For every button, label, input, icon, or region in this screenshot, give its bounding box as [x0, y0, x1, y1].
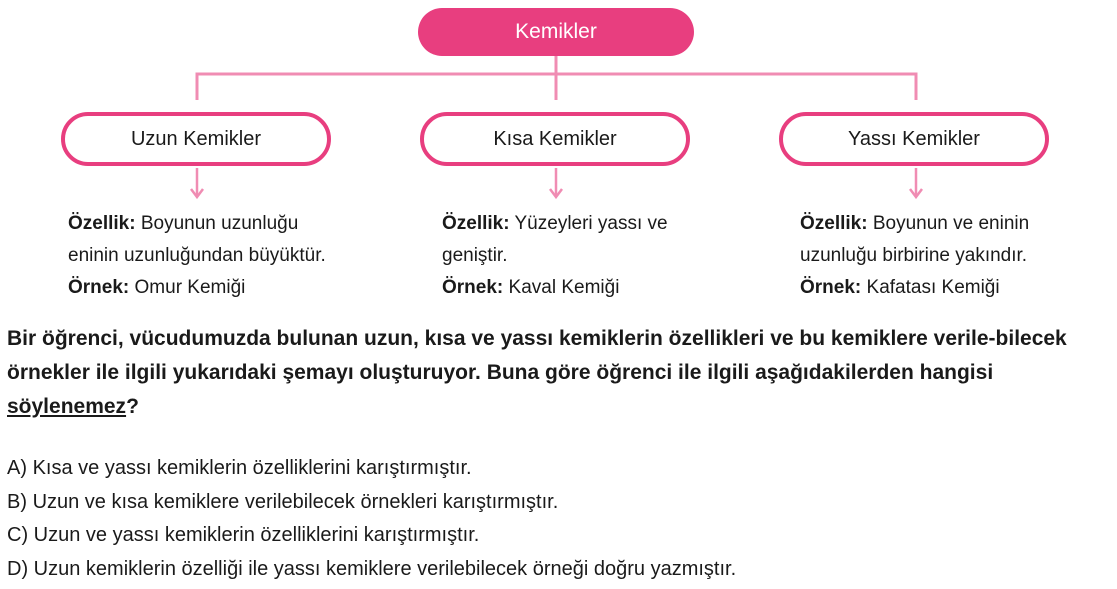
example-label: Örnek:	[442, 277, 504, 298]
example-text: Kaval Kemiği	[503, 277, 620, 298]
feature-label: Özellik:	[800, 213, 868, 234]
question-stem	[7, 322, 1112, 424]
answer-options	[7, 452, 736, 586]
node-label: Yassı Kemikler	[848, 127, 980, 150]
feature-text: Boyunun uzunluğu	[135, 213, 299, 234]
question-mark: ?	[126, 395, 139, 418]
feature-label: Özellik:	[442, 213, 510, 234]
feature-text: Yüzeyleri yassı ve	[509, 213, 668, 234]
question-emphasis: söylenemez	[7, 395, 127, 418]
node-uzun-kemikler	[61, 112, 331, 166]
option-text: Kısa ve yassı kemiklerin özelliklerini karıştırmıştır.	[32, 457, 472, 479]
example-label: Örnek:	[800, 277, 862, 298]
node-label: Kısa Kemikler	[493, 127, 617, 150]
option-a[interactable]	[7, 452, 736, 486]
option-letter: B)	[7, 490, 27, 513]
node-label: Uzun Kemikler	[130, 127, 262, 150]
option-text: Uzun ve yassı kemiklerin özelliklerini karıştırmıştır.	[33, 524, 480, 546]
option-text: Uzun ve kısa kemiklere verilebilecek örnekleri karıştırmıştır.	[32, 490, 559, 513]
option-c[interactable]	[7, 519, 736, 553]
option-d[interactable]	[7, 553, 736, 587]
node-kisa-kemikler	[420, 112, 690, 166]
feature-text-cont: eninin uzunluğundan büyüktür.	[68, 245, 326, 266]
example-label: Örnek:	[68, 277, 130, 298]
feature-text-cont: uzunluğu birbirine yakındır.	[800, 245, 1028, 266]
example-text: Kafatası Kemiği	[861, 277, 1000, 298]
option-letter: D)	[7, 557, 29, 580]
description-kisa	[442, 208, 742, 304]
down-arrows	[191, 168, 922, 197]
root-label: Kemikler	[515, 20, 597, 43]
option-letter: C)	[7, 524, 29, 546]
feature-text: Boyunun ve eninin	[867, 213, 1030, 234]
option-letter: A)	[7, 457, 27, 479]
node-yassi-kemikler	[779, 112, 1049, 166]
description-yassi	[800, 208, 1100, 304]
option-b[interactable]	[7, 486, 736, 520]
root-node-kemikler	[418, 8, 694, 56]
feature-label: Özellik:	[68, 213, 136, 234]
question-text: Bir öğrenci, vücudumuzda bulunan uzun, kısa ve yassı kemiklerin özellikleri ve bu kemiklere verile-bilecek örnekler ile ilgili yukarıdaki şemayı oluşturuyor. Buna göre öğrenci ile ilgili aşağıdakilerden hangisi	[7, 327, 1067, 384]
feature-text-cont: geniştir.	[442, 245, 508, 266]
example-text: Omur Kemiği	[129, 277, 246, 298]
description-uzun	[68, 208, 368, 304]
option-text: Uzun kemiklerin özelliği ile yassı kemiklere verilebilecek örneği doğru yazmıştır.	[33, 557, 737, 580]
